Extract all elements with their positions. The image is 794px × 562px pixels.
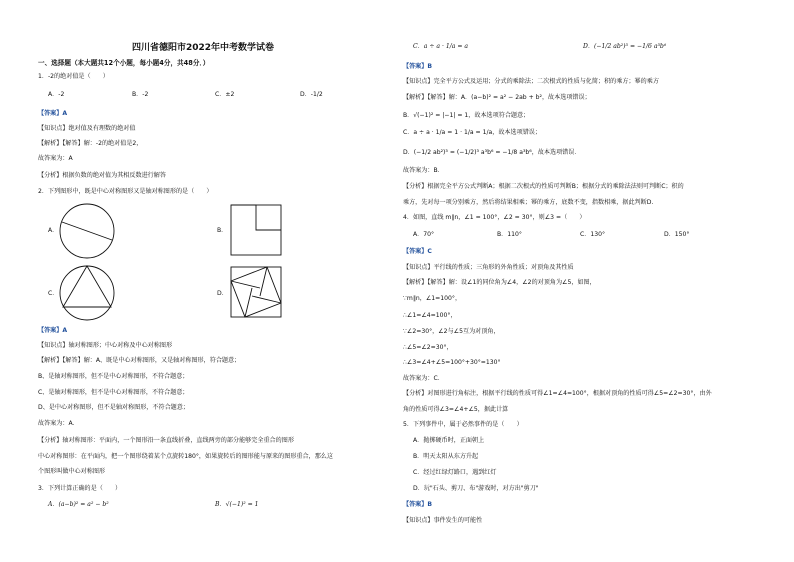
q5-answer: 【答案】B (403, 501, 433, 508)
q2-analysis-2: C、是轴对称图形，但不是中心对称图形，不符合题意； (38, 389, 189, 396)
q2-label-d: D． (217, 290, 228, 297)
q2-knowledge: 【知识点】轴对称图形；中心对称及中心对称图形 (38, 342, 173, 349)
q3-knowledge: 【知识点】完全平方公式及运用；分式的乘除法；二次根式的性质与化简；积的乘方；幂的乘方 (403, 78, 659, 85)
question-5-stem: 5．下列事件中，属于必然事件的是（ ） (403, 421, 523, 428)
right-page (397, 0, 794, 562)
q4-option-d: D．150° (664, 231, 690, 238)
q4-summary-0: 【分析】对图形进行角标注，根据平行线的性质可得∠1=∠4=100°，根据对顶角的性质可得∠5=∠2=30°，由外 (403, 390, 712, 397)
q4-analysis-5: ∴∠3=∠4+∠5=100°+30°=130° (403, 359, 501, 366)
q1-knowledge: 【知识点】绝对值及有理数的绝对值 (38, 125, 136, 132)
q4-option-c: C．130° (580, 231, 606, 238)
q2-answer: 【答案】A (38, 327, 68, 334)
q2-summary-2: 个图形叫做中心对称图形 (38, 468, 106, 475)
q5-option-d: D．玩"石头、剪刀、布"游戏时，对方出"剪刀" (413, 485, 539, 492)
q2-label-a: A． (48, 227, 59, 234)
q1-summary: 【分析】根据负数的绝对值为其相反数进行解答 (38, 172, 166, 179)
q2-analysis-1: B、是轴对称图形，但不是中心对称图形，不符合题意； (38, 373, 189, 380)
page-title: 四川省德阳市2022年中考数学试卷 (132, 43, 275, 53)
q2-figure-a (58, 202, 116, 260)
q1-option-b: B．-2 (132, 91, 149, 98)
q5-option-c: C．经过红绿灯路口，遇到红灯 (413, 469, 497, 476)
q1-option-c: C．±2 (215, 91, 235, 98)
q2-summary-0: 【分析】轴对称图形：平面内，一个图形沿一条直线折叠，直线两旁的部分能够完全重合的图形 (38, 437, 294, 444)
q3-summary-0: 【分析】根据完全平方公式判断A；根据二次根式的性质可判断B；根据分式的乘除法法则可判断C；积的 (403, 183, 684, 190)
q5-knowledge: 【知识点】事件发生的可能性 (403, 517, 483, 524)
q4-answer: 【答案】C (403, 248, 432, 255)
q2-analysis-4: 故答案为：A． (38, 420, 79, 427)
q4-analysis-0: 【解析】【解答】解：设∠1的同位角为∠4，∠2的对顶角为∠5，如图， (403, 279, 596, 286)
q4-analysis-3: ∵∠2=30°，∠2与∠5互为对顶角， (403, 328, 500, 335)
q2-analysis-3: D、是中心对称图形，但不是轴对称图形，不符合题意； (38, 404, 189, 411)
q3-answer: 【答案】B (403, 63, 433, 70)
q3-analysis: 【解析】【解答】解：A．(a−b)² = a² − 2ab + b²，故本选项错误； (403, 94, 591, 101)
q3-conclusion: 故答案为：B． (403, 167, 444, 174)
q2-label-b: B． (217, 227, 228, 234)
q5-option-a: A．抛掷硬币时，正面朝上 (413, 437, 485, 444)
question-1-stem: 1．-2的绝对值是（ ） (38, 73, 109, 80)
question-2-stem: 2．下列图形中，既是中心对称图形又是轴对称图形的是（ ） (38, 188, 213, 195)
q5-option-b: B．明天太阳从东方升起 (413, 453, 479, 460)
q2-summary-1: 中心对称图形：在平面内，把一个图形绕着某个点旋转180°，如果旋转后的图形能与原来的图形重合，那么这 (38, 453, 333, 460)
q3-line-c: C．a ÷ a · 1/a = 1 · 1/a = 1/a，故本选项错误； (403, 129, 541, 136)
q4-option-b: B．110° (497, 231, 522, 238)
q4-analysis-1: ∵m∥n，∠1=100°， (403, 295, 462, 302)
question-4-stem: 4．如图，直线 m∥n，∠1 = 100°，∠2 = 30°，则∠3 =（ ） (403, 214, 586, 221)
q3-option-a: A．(a−b)² = a² − b² (48, 501, 109, 508)
q2-figure-b (230, 204, 282, 256)
q4-knowledge: 【知识点】平行线的性质；三角形的外角性质；对顶角及其性质 (403, 264, 574, 271)
q1-option-d: D．-1/2 (300, 91, 323, 98)
question-3-stem: 3．下列计算正确的是（ ） (38, 485, 122, 492)
q1-conclusion: 故答案为：A (38, 155, 73, 162)
q1-analysis: 【解析】【解答】解：-2的绝对值是2， (38, 140, 143, 147)
q4-analysis-2: ∴∠1=∠4=100°， (403, 312, 457, 319)
q2-label-c: C． (48, 290, 59, 297)
q2-analysis-0: 【解析】【解答】解：A、既是中心对称图形，又是轴对称图形，符合题意； (38, 357, 241, 364)
section-heading: 一、选择题（本大题共12个小题，每小题4分，共48分．） (38, 59, 210, 67)
q2-figure-d (230, 266, 282, 318)
q3-summary-1: 乘方，先对每一项分别乘方，然后将结果相乘；幂的乘方，底数不变，指数相乘，据此判断D. (403, 199, 654, 206)
q3-line-b: B．√(−1)² = |−1| = 1，故本选项符合题意； (403, 112, 530, 119)
q1-option-a: A．-2 (48, 91, 65, 98)
q1-answer: 【答案】A (38, 110, 68, 117)
q3-line-d: D．(−1/2 ab²)³ = (−1/2)³ a³b⁶ = −1/8 a³b⁶，故本选项错误． (403, 149, 581, 156)
q4-analysis-6: 故答案为：C． (403, 375, 444, 382)
q3-option-d: D．(−1/2 ab²)³ = −1/6 a³b⁶ (583, 43, 667, 50)
q4-option-a: A．70° (413, 231, 435, 238)
q3-option-b: B．√(−1)² = 1 (215, 501, 259, 508)
q4-analysis-4: ∴∠5=∠2=30°， (403, 344, 453, 351)
q2-figure-c (58, 264, 116, 322)
q4-summary-1: 角的性质可得∠3=∠4+∠5，据此计算 (403, 406, 509, 413)
q3-option-c: C．a ÷ a · 1/a = a (413, 43, 468, 50)
